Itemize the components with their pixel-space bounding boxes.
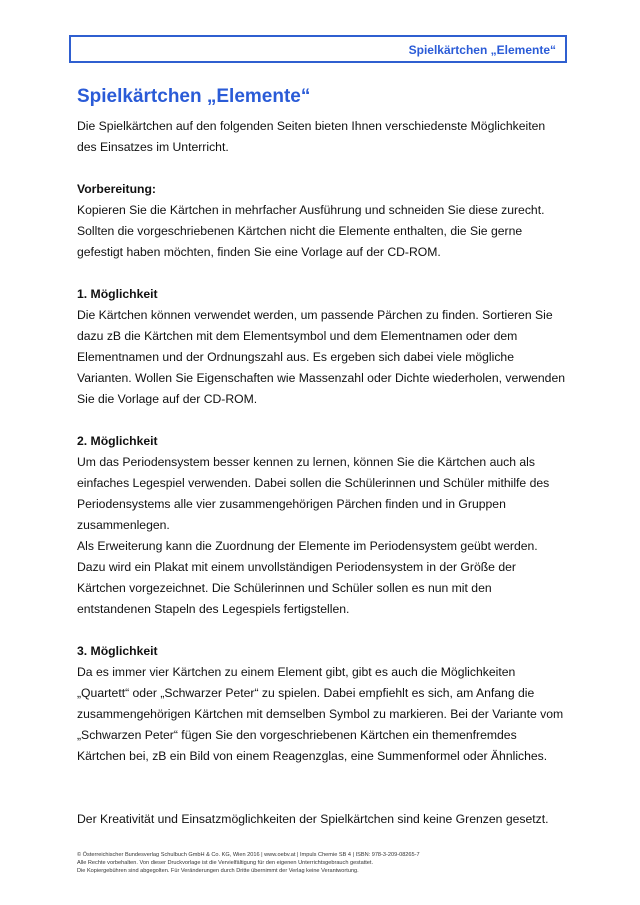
option3-heading: 3. Möglichkeit — [77, 644, 158, 658]
page-title: Spielkärtchen „Elemente“ — [77, 86, 311, 107]
header-title: Spielkärtchen „Elemente“ — [408, 43, 556, 57]
paragraph-spacer — [77, 263, 567, 284]
closing-paragraph: Der Kreativität und Einsatzmöglichkeiten der Spielkärtchen sind keine Grenzen gesetzt. — [77, 812, 549, 826]
document-body — [77, 86, 567, 830]
footer-line: Alle Rechte vorbehalten. Von dieser Druckvorlage ist die Vervielfältigung für den eigenen Unterrichtsgebrauch gestattet. — [77, 860, 374, 866]
option3-paragraph: Da es immer vier Kärtchen zu einem Element gibt, gibt es auch die Möglichkeiten „Quartett“ oder „Schwarzer Peter“ zu spielen. Dabei empfiehlt es sich, am Anfang die zusammengehörigen Kärtchen mit demselben Symbol zu markieren. Bei der Variante vom „Schwarzen Peter“ fügen Sie den vorgeschriebenen Kärtchen ein themenfremdes Kärtchen bei, zB ein Bild von einem Reagenzglas, eine Summenformel oder Ähnliches. — [77, 665, 564, 763]
header-box — [69, 35, 567, 63]
option1-paragraph: Die Kärtchen können verwendet werden, um passende Pärchen zu finden. Sortieren Sie dazu zB die Kärtchen mit dem Elementsymbol und dem Elementnamen oder dem Elementnamen und der Ordnungszahl aus. Es ergeben sich dabei viele mögliche Varianten. Wollen Sie Eigenschaften wie Massenzahl oder Dichte wiederholen, verwenden Sie die Vorlage auf der CD-ROM. — [77, 308, 566, 406]
paragraph-spacer — [77, 410, 567, 431]
preparation-heading: Vorbereitung: — [77, 182, 156, 196]
intro-paragraph: Die Spielkärtchen auf den folgenden Seiten bieten Ihnen verschiedenste Möglichkeiten des Einsatzes im Unterricht. — [77, 119, 546, 154]
paragraph-spacer — [77, 767, 567, 809]
option1-heading: 1. Möglichkeit — [77, 287, 158, 301]
preparation-paragraph: Kopieren Sie die Kärtchen in mehrfacher Ausführung und schneiden Sie diese zurecht. Sollten die vorgeschriebenen Kärtchen nicht die Elemente enthalten, die Sie gerne gefestigt haben möchten, finden Sie eine Vorlage auf der CD-ROM. — [77, 203, 545, 259]
paragraph-spacer — [77, 620, 567, 641]
copyright-footer — [77, 851, 577, 875]
option2-heading: 2. Möglichkeit — [77, 434, 158, 448]
option2-paragraph-2: Als Erweiterung kann die Zuordnung der Elemente im Periodensystem geübt werden. Dazu wird ein Plakat mit einem unvollständigen Periodensystem in der Größe der Kärtchen vorgezeichnet. Die Schülerinnen und Schüler sollen es nun mit den entstandenen Stapeln des Legespiels fertigstellen. — [77, 539, 538, 616]
footer-line: © Österreichischer Bundesverlag Schulbuch GmbH & Co. KG, Wien 2016 | www.oebv.at | Impuls Chemie SB 4 | ISBN: 978-3-209-08265-7 — [77, 852, 420, 858]
paragraph-spacer — [77, 158, 567, 179]
footer-line: Die Kopiergebühren sind abgegolten. Für Veränderungen durch Dritte übernimmt der Verlag keine Verantwortung. — [77, 868, 359, 874]
option2-paragraph-1: Um das Periodensystem besser kennen zu lernen, können Sie die Kärtchen auch als einfaches Legespiel verwenden. Dabei sollen die Schülerinnen und Schüler mithilfe des Periodensystems alle vier zusammengehörigen Pärchen finden und in Gruppen zusammenlegen. — [77, 455, 550, 532]
